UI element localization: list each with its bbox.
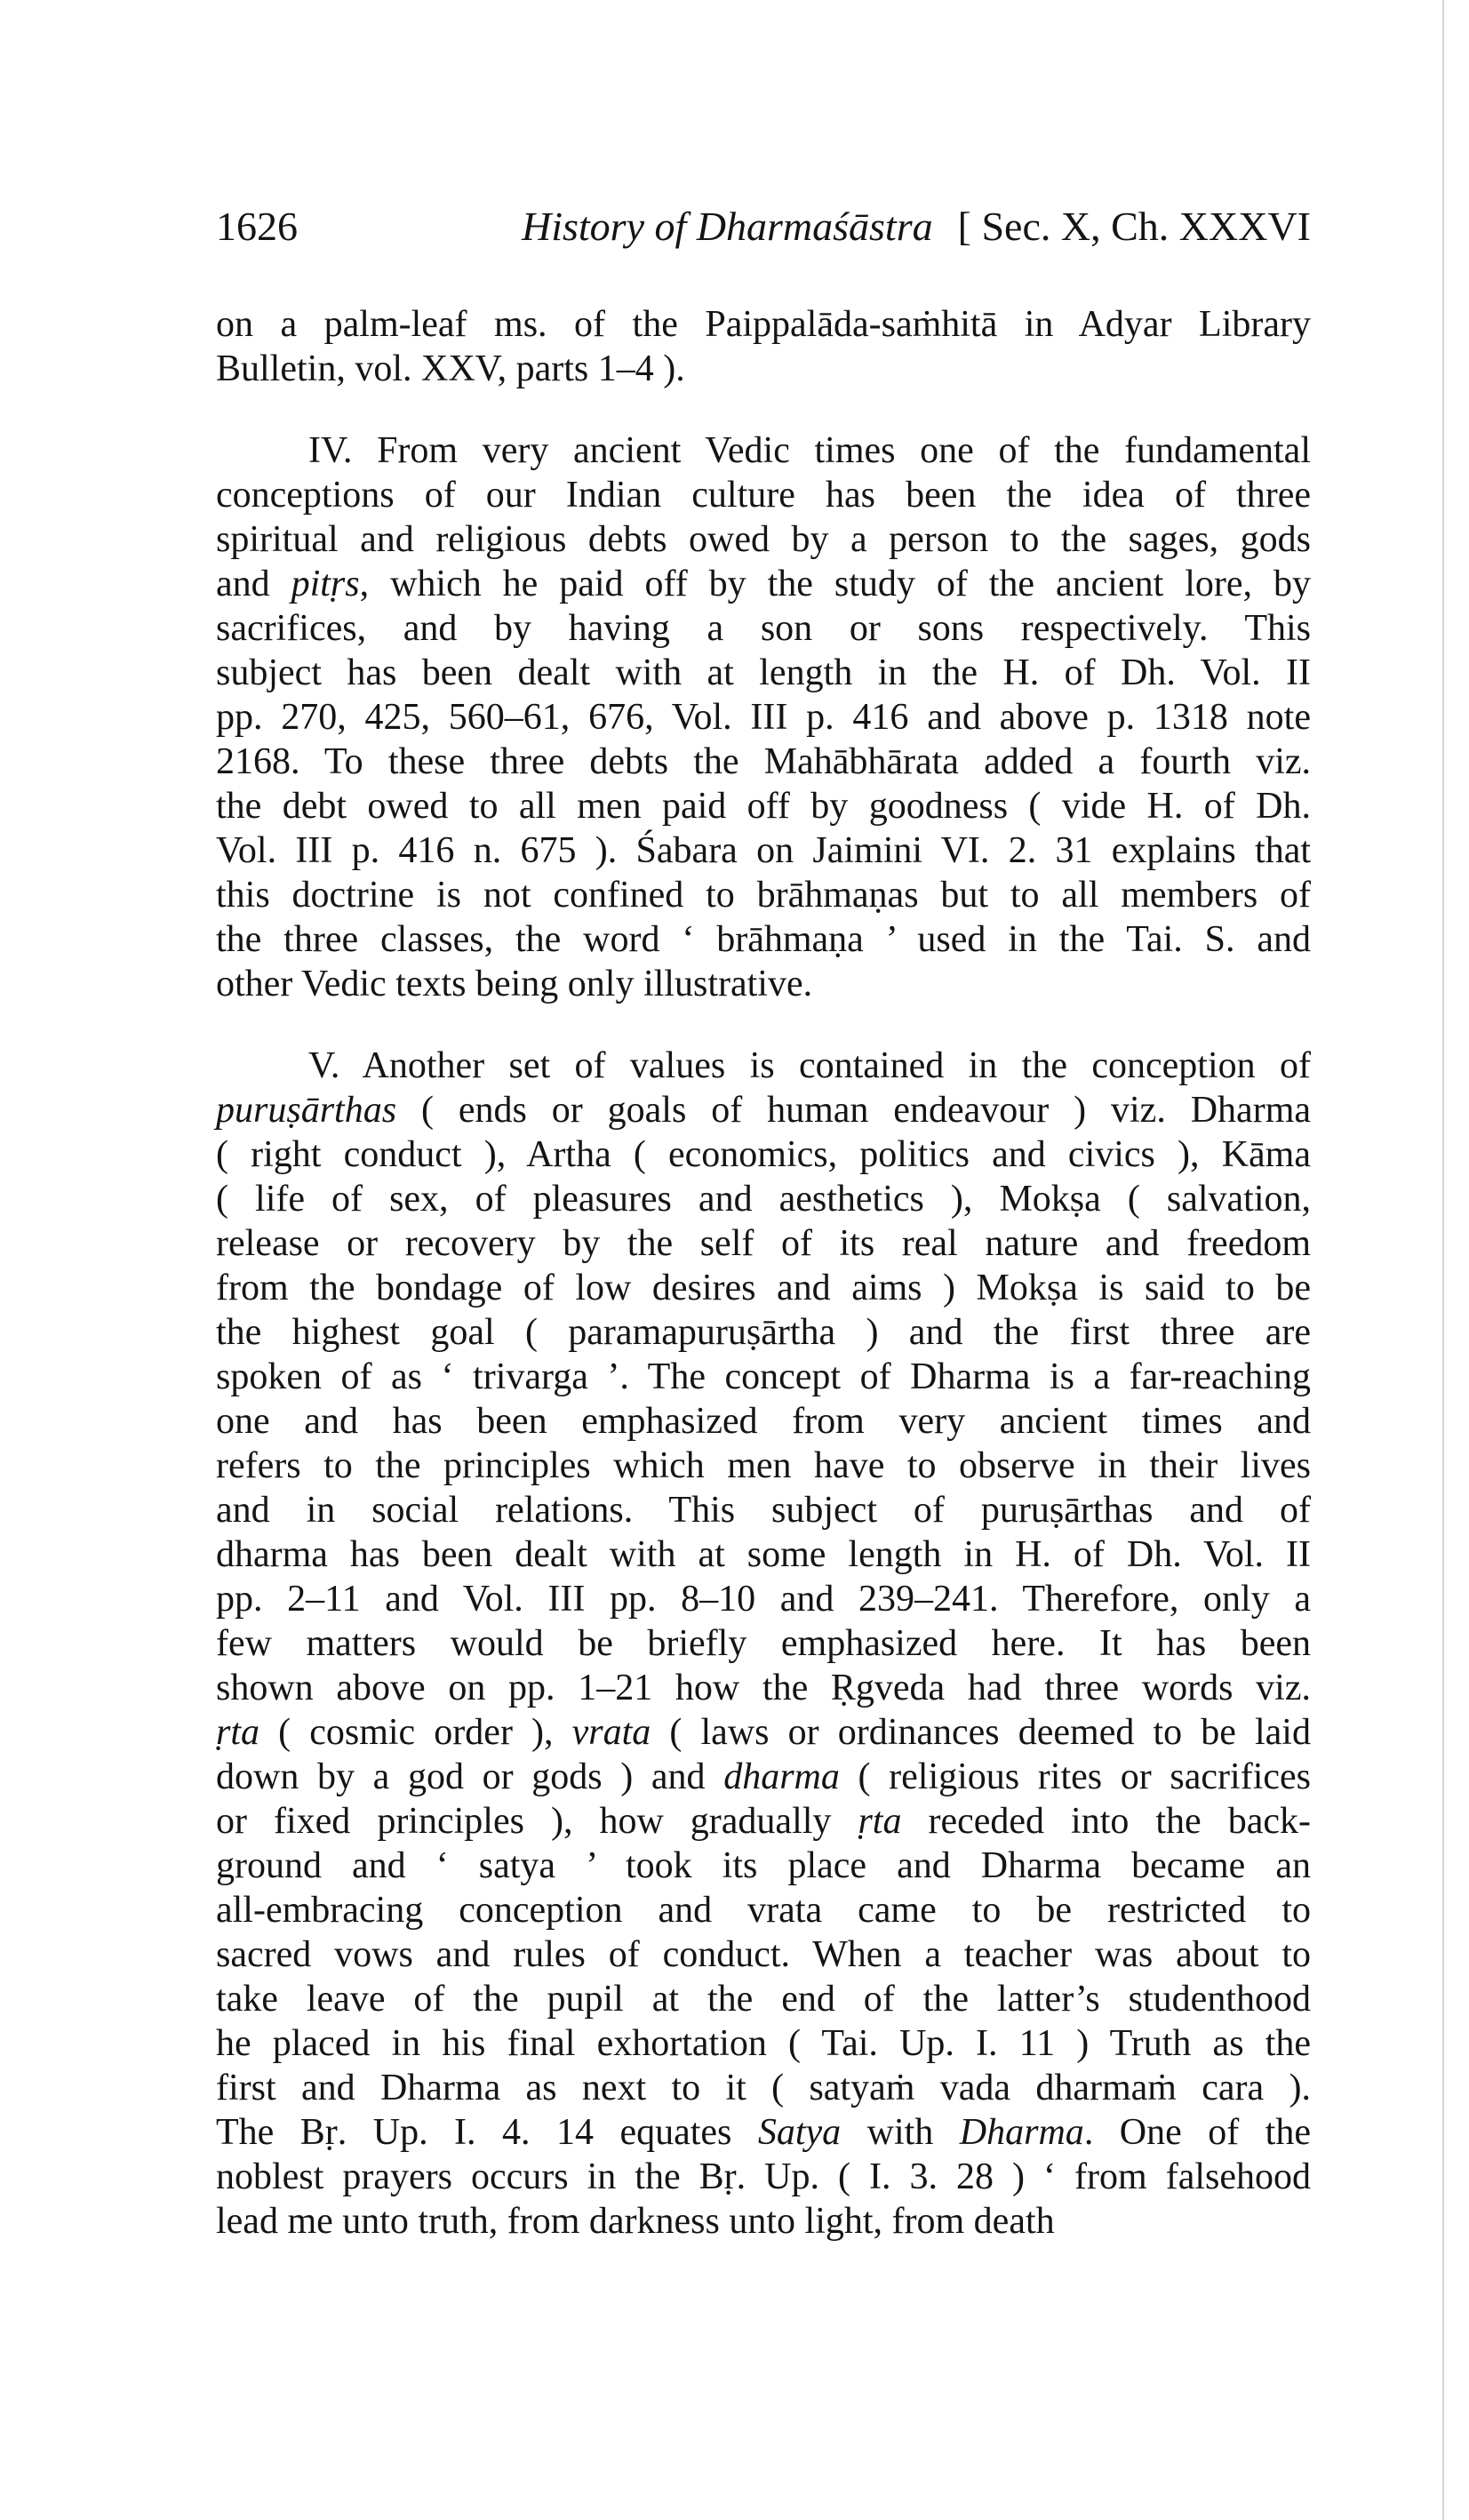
page-number: 1626 — [216, 204, 298, 249]
text-line — [216, 1799, 1311, 1844]
text-segment: ( ends or goals of human endeavour ) viz. Dharma — [396, 1090, 1311, 1131]
paragraph — [216, 428, 1311, 1006]
text-line: IV. From very ancient Vedic times one of the fundamental — [308, 430, 1311, 471]
text-line — [216, 2110, 1311, 2155]
body-text — [216, 302, 1311, 2244]
text-line: spiritual and religious debts owed by a person to the sages, gods — [216, 519, 1311, 560]
italic-term: vrata — [571, 1712, 651, 1753]
text-line: the highest goal ( paramapuruṣārtha ) and the first three are — [216, 1312, 1311, 1353]
italic-term: Dharma — [959, 2112, 1084, 2153]
text-segment: ( religious rites or sacrifices — [839, 1756, 1311, 1797]
italic-term: pitṛs — [291, 564, 360, 604]
text-line: ground and ‘ satya ’ took its place and Dharma became an — [216, 1845, 1311, 1886]
text-line: Vol. III p. 416 n. 675 ). Śabara on Jaimini VI. 2. 31 explains that — [216, 830, 1311, 871]
italic-term: dharma — [723, 1756, 840, 1797]
text-line: other Vedic texts being only illustrative. — [216, 964, 813, 1004]
text-segment: , which he paid off by the study of the ancient lore, by — [359, 564, 1311, 604]
text-line — [216, 1755, 1311, 1799]
text-line: one and has been emphasized from very ancient times and — [216, 1401, 1311, 1442]
text-line: ( life of sex, of pleasures and aesthetics ), Mokṣa ( salvation, — [216, 1179, 1311, 1220]
text-line: this doctrine is not confined to brāhmaṇas but to all members of — [216, 875, 1311, 916]
text-line: pp. 270, 425, 560–61, 676, Vol. III p. 416 and above p. 1318 note — [216, 697, 1311, 738]
text-line: spoken of as ‘ trivarga ’. The concept of Dharma is a far-reaching — [216, 1356, 1311, 1397]
text-segment: with — [841, 2112, 960, 2153]
running-title: History of Dharmaśāstra — [522, 204, 933, 249]
text-segment: receded into the back- — [901, 1801, 1311, 1842]
text-line: release or recovery by the self of its real nature and freedom — [216, 1223, 1311, 1264]
italic-term: Satya — [757, 2112, 842, 2153]
text-line: pp. 2–11 and Vol. III pp. 8–10 and 239–241. Therefore, only a — [216, 1579, 1311, 1620]
text-line: ( right conduct ), Artha ( economics, politics and civics ), Kāma — [216, 1134, 1311, 1175]
scan-edge-line — [1442, 0, 1444, 2520]
text-line: subject has been dealt with at length in the H. of Dh. Vol. II — [216, 652, 1311, 693]
text-line: from the bondage of low desires and aims ) Mokṣa is said to be — [216, 1268, 1311, 1308]
italic-term: ṛta — [858, 1801, 902, 1842]
text-line: 2168. To these three debts the Mahābhārata added a fourth viz. — [216, 741, 1311, 782]
text-line: and in social relations. This subject of puruṣārthas and of — [216, 1490, 1311, 1531]
italic-term: ṛta — [216, 1712, 260, 1753]
text-line: few matters would be briefly emphasized here. It has been — [216, 1623, 1311, 1664]
text-line — [216, 1088, 1311, 1132]
section-reference: [ Sec. X, Ch. XXXVI — [957, 204, 1311, 249]
text-line: all-embracing conception and vrata came to be restricted to — [216, 1890, 1311, 1931]
text-line: take leave of the pupil at the end of the latter’s studenthood — [216, 1979, 1311, 2020]
text-segment: ( laws or ordinances deemed to be laid — [651, 1712, 1311, 1753]
italic-term: puruṣārthas — [216, 1090, 397, 1131]
page-header — [216, 203, 1311, 265]
paragraph — [216, 1044, 1311, 2244]
text-segment: . One of the — [1083, 2112, 1311, 2153]
text-line: the debt owed to all men paid off by goodness ( vide H. of Dh. — [216, 786, 1311, 827]
text-segment: and — [216, 564, 291, 604]
text-line: shown above on pp. 1–21 how the Ṛgveda had three words viz. — [216, 1668, 1311, 1708]
text-line: the three classes, the word ‘ brāhmaṇa ’ used in the Tai. S. and — [216, 919, 1311, 960]
text-line: sacred vows and rules of conduct. When a teacher was about to — [216, 1934, 1311, 1975]
text-segment: or fixed principles ), how gradually — [216, 1801, 858, 1842]
text-line: first and Dharma as next to it ( satyaṁ vada dharmaṁ cara ). — [216, 2068, 1311, 2108]
text-line: dharma has been dealt with at some length in H. of Dh. Vol. II — [216, 1534, 1311, 1575]
text-line: conceptions of our Indian culture has been the idea of three — [216, 475, 1311, 516]
paragraph — [216, 302, 1311, 391]
text-segment: The Bṛ. Up. I. 4. 14 equates — [216, 2112, 758, 2153]
text-line: sacrifices, and by having a son or sons respectively. This — [216, 608, 1311, 649]
text-segment: ( cosmic order ), — [259, 1712, 572, 1753]
text-segment: down by a god or gods ) and — [216, 1756, 724, 1797]
text-line: refers to the principles which men have to observe in their lives — [216, 1445, 1311, 1486]
text-line: Bulletin, vol. XXV, parts 1–4 ). — [216, 348, 685, 389]
text-line — [216, 1710, 1311, 1755]
text-line: he placed in his final exhortation ( Tai. Up. I. 11 ) Truth as the — [216, 2023, 1311, 2064]
text-line: noblest prayers occurs in the Bṛ. Up. ( I. 3. 28 ) ‘ from falsehood — [216, 2156, 1311, 2197]
text-line: lead me unto truth, from darkness unto light, from death — [216, 2201, 1055, 2242]
text-line: on a palm-leaf ms. of the Paippalāda-saṁhitā in Adyar Library — [216, 304, 1311, 345]
text-line: V. Another set of values is contained in the conception of — [308, 1045, 1311, 1086]
text-line — [216, 562, 1311, 606]
